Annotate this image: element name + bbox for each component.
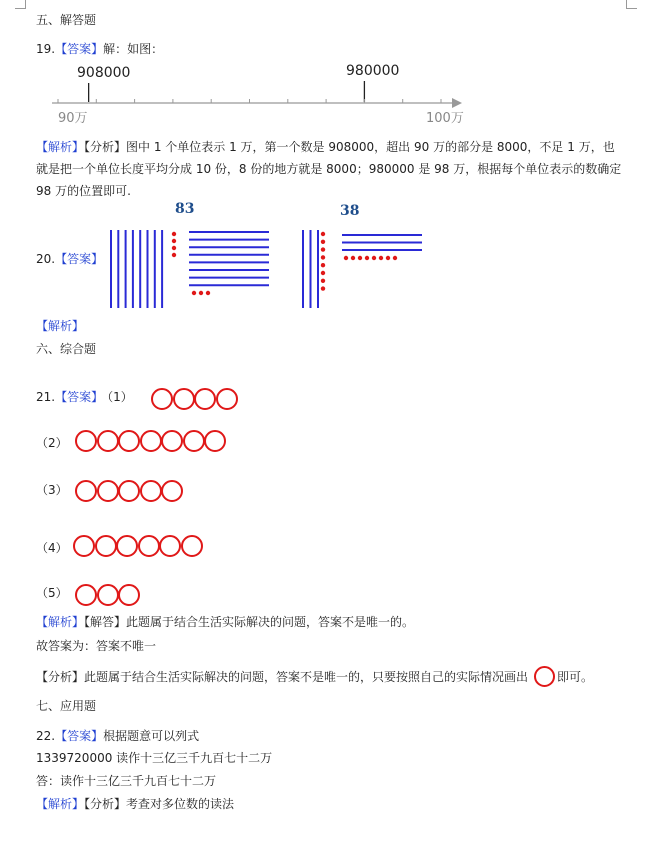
dot [372,256,376,260]
number-line [50,58,470,128]
number-line-left-label: 90万 [58,111,88,126]
answer-circle [97,430,119,452]
analysis-tag: 【解析】 [36,140,85,154]
page-corner-mark [15,0,26,9]
part-label: （3） [36,483,68,497]
circle-group [73,535,202,557]
jieda-tag: 【解答】 [84,615,127,629]
answer-circle [183,430,205,452]
dot [321,247,325,251]
number-line-mark-label: 980000 [346,63,400,79]
analysis-text: 图中 1 个单位表示 1 万，第一个数是 908000，超出 90 万的部分是 8000，不足 1 万，也就是把一个单位长度平均分成 10 份，8 份的地方就是 8000；980000 是 98 万，根据每个单位表示的数确定 98 万的位置即可. [36,140,622,198]
diagram-label-38: 38 [340,203,360,219]
section-heading: 五、解答题 [36,13,97,27]
answer-text: 根据题意可以列式 [103,729,200,743]
number-line-arrow [452,98,462,108]
answer-circle [97,584,119,606]
answer-circle [181,535,203,557]
number-line-right-label: 100万 [426,111,464,126]
answer-circle [161,430,183,452]
dot [321,263,325,267]
dot [321,240,325,244]
answer-circle [75,480,97,502]
jieda-text: 此题属于结合生活实际解决的问题，答案不是唯一的。 [126,615,415,629]
section-heading: 七、应用题 [36,699,97,713]
answer-circle [95,535,117,557]
page-corner-mark [626,0,637,9]
section-heading: 六、综合题 [36,342,97,356]
answer-tag: 【答案】 [55,729,104,743]
answer-circle [75,584,97,606]
answer-circle [204,430,226,452]
question-21-answer [36,388,133,405]
dot [199,291,203,295]
answer-circle [116,535,138,557]
fenxi-tag: 【分析】 [84,797,127,811]
fenxi-tag: 【分析】 [36,670,85,684]
answer-tag: 【答案】 [55,390,104,404]
part-label: （4） [36,541,68,555]
circle-icon [534,666,555,687]
circle-group [151,388,237,410]
dot [321,271,325,275]
question-number: 22. [36,729,56,743]
analysis-tag: 【解析】 [36,615,85,629]
circle-group [75,430,226,452]
conclusion-text: 故答案为：答案不唯一 [36,639,157,653]
question-21-fenxi [36,666,593,687]
answer-circle [118,430,140,452]
answer-tag: 【答案】 [55,252,104,266]
question-number: 21. [36,390,56,404]
answer-circle [75,430,97,452]
dot [386,256,390,260]
fenxi-end: 即可。 [557,670,594,684]
dot [344,256,348,260]
fenxi-text: 考查对多位数的读法 [126,797,235,811]
answer-circle [159,535,181,557]
answer-circle [118,584,140,606]
question-21-jieda [36,613,414,630]
circle-group [75,584,140,606]
question-number: 20. [36,252,56,266]
question-22-answer [36,727,199,744]
dot [206,291,210,295]
part-label: （2） [36,436,68,450]
answer-circle [161,480,183,502]
answer-circle [140,480,162,502]
answer-circle [173,388,195,410]
dot [321,279,325,283]
answer-tag: 【答案】 [55,42,104,56]
question-22-analysis [36,795,234,812]
answer-circle [151,388,173,410]
answer-circle [118,480,140,502]
answer-circle [140,430,162,452]
analysis-tag: 【解析】 [36,319,85,333]
counting-sticks-diagram [0,220,440,315]
dot [393,256,397,260]
dot [351,256,355,260]
part-label: （1） [107,390,133,404]
circle-group [75,480,183,502]
dot [172,253,176,257]
dot [172,246,176,250]
question-19-analysis [36,136,626,202]
question-number: 19. [36,42,56,56]
dot [321,255,325,259]
dot [358,256,362,260]
answer-line: 答：读作十三亿三千九百七十二万 [36,774,217,788]
answer-circle [216,388,238,410]
analysis-tag: 【解析】 [36,797,85,811]
answer-circle [194,388,216,410]
answer-circle [73,535,95,557]
number-line-mark-label: 908000 [77,65,131,81]
part-label: （5） [36,586,68,600]
answer-line: 1339720000 读作十三亿三千九百七十二万 [36,751,273,765]
answer-circle [138,535,160,557]
question-19-answer [36,40,163,57]
fenxi-text: 此题属于结合生活实际解决的问题，答案不是唯一的，只要按照自己的实际情况画出 [84,670,529,684]
answer-text: 解：如图： [103,42,164,56]
diagram-label-83: 83 [175,201,195,217]
dot [192,291,196,295]
answer-circle [97,480,119,502]
fenxi-tag: 【分析】 [84,140,127,154]
dot [172,239,176,243]
dot [379,256,383,260]
dot [321,232,325,236]
dot [365,256,369,260]
dot [172,232,176,236]
dot [321,286,325,290]
